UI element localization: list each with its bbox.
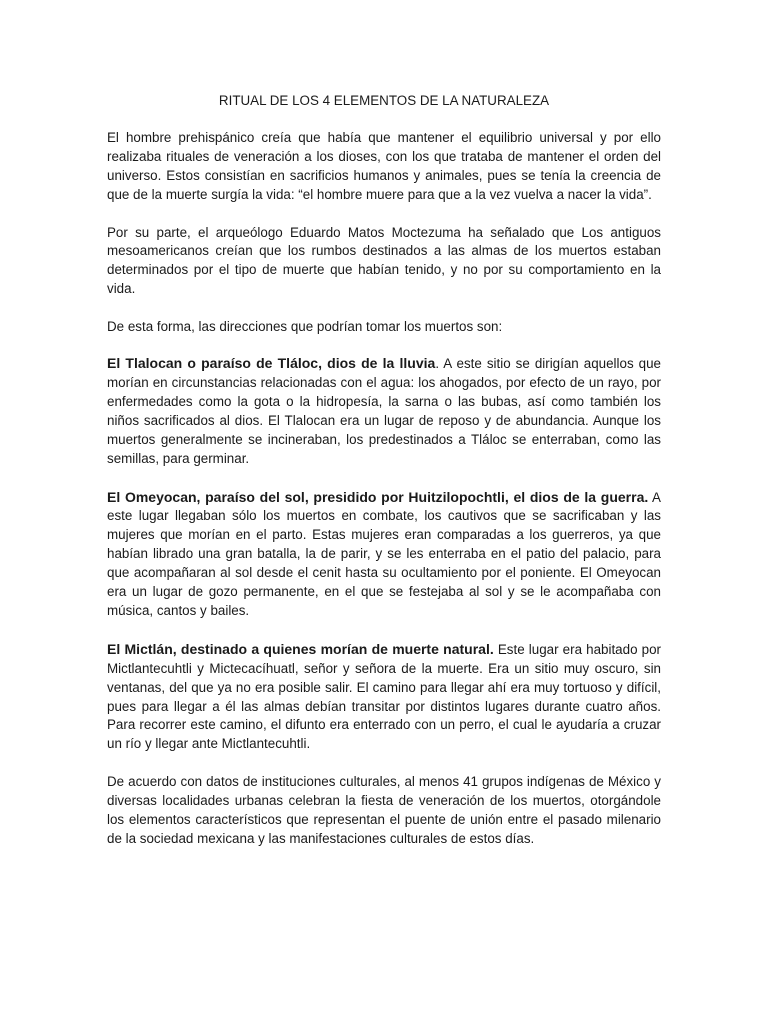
- paragraph-text: Por su parte, el arqueólogo Eduardo Matos Moctezuma ha señalado que Los antiguos mesoamericanos creían que los rumbos destinados a las almas de los muertos estaban determinados por el tipo de muerte que habían tenido, y no por su comportamiento en la vida.: [107, 224, 661, 297]
- paragraph-text: Este lugar era habitado por Mictlantecuhtli y Mictecacíhuatl, señor y señora de la muerte. Era un sitio muy oscuro, sin ventanas, del que ya no era posible salir. El camino para llegar ahí era muy tortuoso y difícil, pues para llegar a él las almas debían transitar por distintos lugares durante cuatro años. Para recorrer este camino, el difunto era enterrado con un perro, el cual le ayudaría a cruzar un río y llegar ante Mictlantecuhtli.: [107, 641, 661, 752]
- document-title: RITUAL DE LOS 4 ELEMENTOS DE LA NATURALEZA: [218, 93, 550, 108]
- paragraph-lead-omeyocan: El Omeyocan, paraíso del sol, presidido por Huitzilopochtli, el dios de la guerra.: [107, 488, 649, 505]
- paragraph-tlalocan: [107, 354, 661, 468]
- paragraph-intro: [107, 129, 661, 205]
- paragraph-text: El hombre prehispánico creía que había que mantener el equilibrio universal y por ello realizaba rituales de veneración a los dioses, con los que trataba de mantener el orden del universo. Estos consistían en sacrificios humanos y animales, pues se tenía la creencia de que de la muerte surgía la vida: “el hombre muere para que a la vez vuelva a nacer la vida”.: [107, 129, 661, 202]
- paragraph-lead-tlalocan: El Tlalocan o paraíso de Tláloc, dios de la lluvia: [107, 355, 436, 372]
- paragraph-lead-mictlan: El Mictlán, destinado a quienes morían de muerte natural.: [107, 640, 494, 657]
- paragraph-text: De esta forma, las direcciones que podrían tomar los muertos son:: [107, 319, 503, 335]
- paragraph-directions: [107, 318, 661, 337]
- paragraph-mictlan: [107, 640, 661, 754]
- document-body: [107, 92, 661, 868]
- paragraph-text: . A este sitio se dirigían aquellos que morían en circunstancias relacionadas con el agua: los ahogados, por efecto de un rayo, por enfermedades como la gota o la hidropesía, la sarna o las bubas, así como también los niños sacrificados al dios. El Tlalocan era un lugar de reposo y de abundancia. Aunque los muertos generalmente se incineraban, los predestinados a Tláloc se enterraban, como las semillas, para germinar.: [107, 356, 661, 466]
- paragraph-matos-moctezuma: [107, 224, 661, 300]
- paragraph-text: A este lugar llegaban sólo los muertos en combate, los cautivos que se sacrificaban y las mujeres que morían en el parto. Estas mujeres eran comparadas a los guerreros, ya que habían librado una gran batalla, la de parir, y se les enterraba en el patio del palacio, para que acompañaran al sol desde el cenit hasta su ocultamiento por el poniente. El Omeyocan era un lugar de gozo permanente, en el que se festejaba al sol y se le acompañaba con música, cantos y bailes.: [107, 489, 661, 618]
- paragraph-omeyocan: [107, 488, 661, 621]
- paragraph-text: De acuerdo con datos de instituciones culturales, al menos 41 grupos indígenas de México y diversas localidades urbanas celebran la fiesta de veneración de los muertos, otorgándole los elementos característicos que representan el puente de unión entre el pasado milenario de la sociedad mexicana y las manifestaciones culturales de estos días.: [107, 774, 661, 846]
- paragraph-conclusion: [107, 773, 661, 849]
